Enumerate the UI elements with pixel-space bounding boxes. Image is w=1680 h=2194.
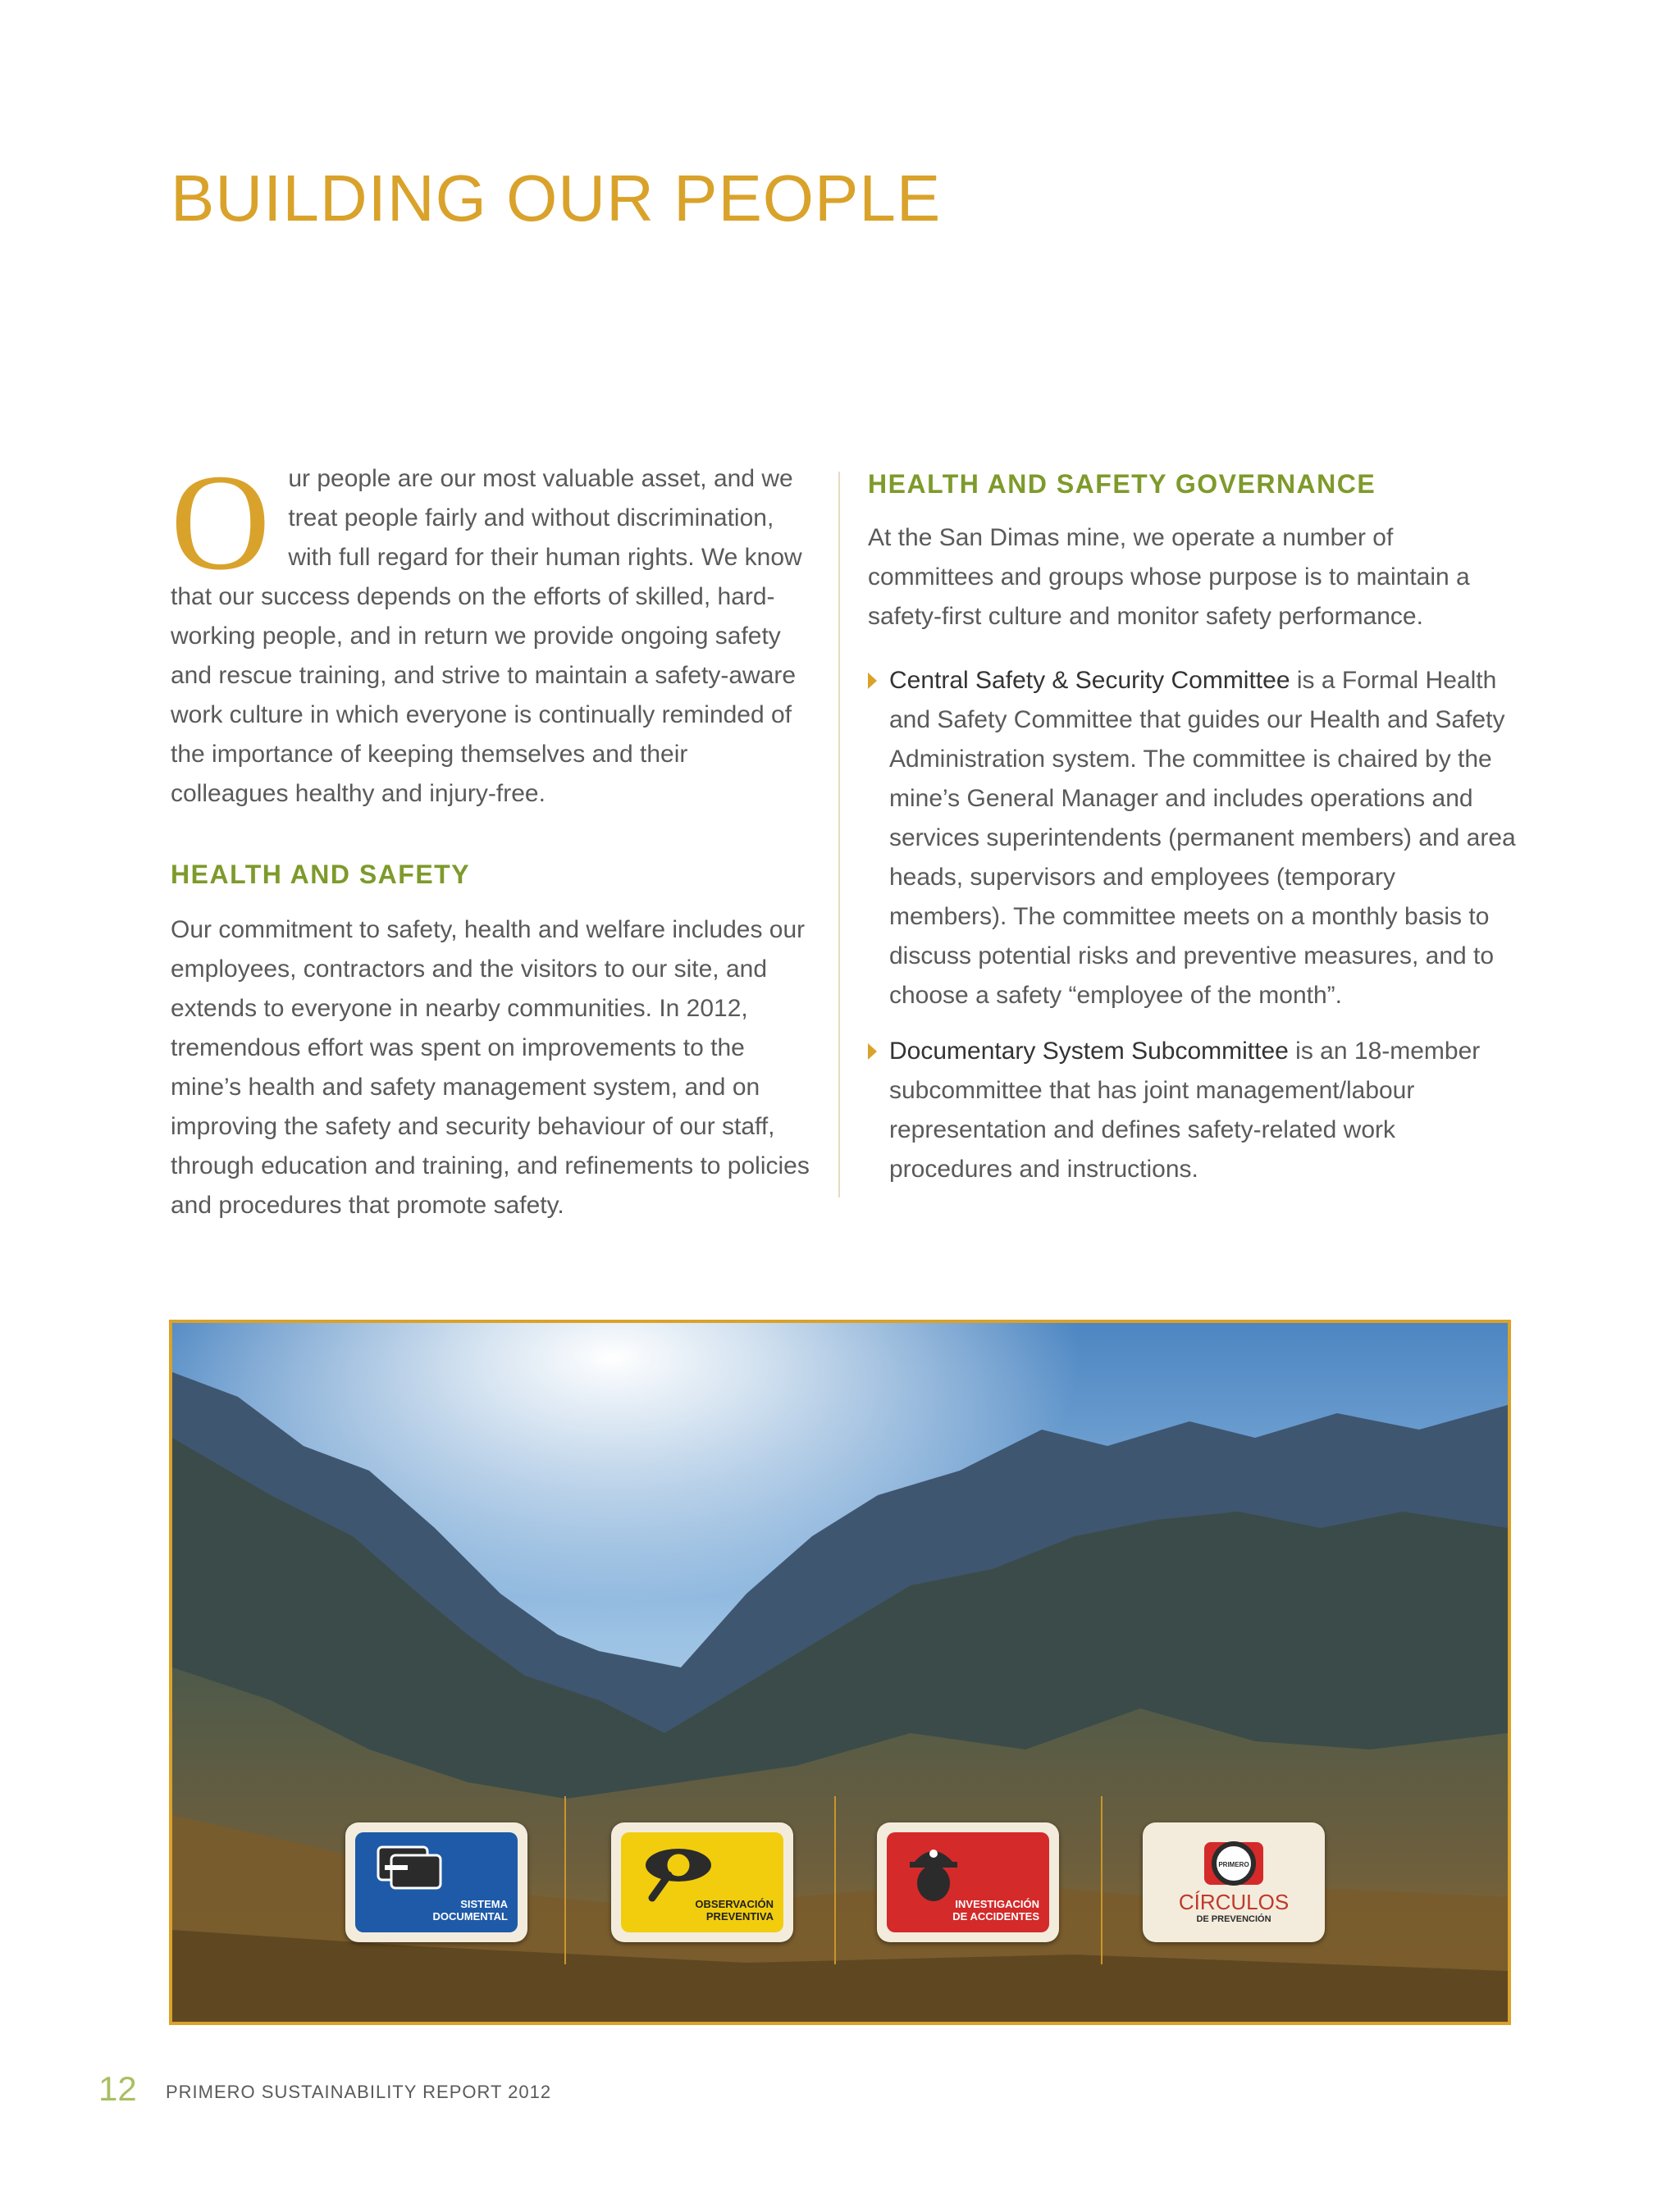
logo-badge [621, 1832, 783, 1932]
logo-caption-line: CÍRCULOS [1178, 1890, 1290, 1914]
logo-caption-line: PREVENTIVA [705, 1910, 774, 1923]
health-safety-body: Our commitment to safety, health and welfare includes our employees, contractors and the visitors to our site, and extends to everyone in nearby communities. In 2012, tremendous effort was spent on improvements to the mine’s health and safety management system, and on improving the safety and security behaviour of our staff, through education and training, and refinements to policies and procedures that promote safety. [171, 916, 810, 1219]
logo-separator [834, 1796, 836, 1964]
logo-caption-line: DE PREVENCIÓN [1196, 1914, 1271, 1924]
committee-name: Central Safety & Security Committee [889, 667, 1290, 694]
primero-badge-text: PRIMERO [1218, 1861, 1249, 1868]
logo-caption [695, 1898, 774, 1923]
logo-separator [1101, 1796, 1102, 1964]
logo-caption [433, 1898, 508, 1923]
logo-caption [952, 1898, 1039, 1923]
logo-separator [564, 1796, 566, 1964]
committee-description: is a Formal Health and Safety Committee that guides our Health and Safety Administration system. The committee is chaired by the mine’s General Manager and includes operations and services superintendents (permanent members) and area heads, supervisors and employees (temporary members). The committee meets on a monthly basis to discuss potential risks and preventive measures, and to choose a safety “employee of the month”. [889, 667, 1516, 1009]
logo-caption-line: INVESTIGACIÓN [955, 1898, 1039, 1910]
logo-circulos-prevencion [1143, 1822, 1325, 1942]
intro-text: ur people are our most valuable asset, and we treat people fairly and without discrimination, with full regard for their human rights. We know that our success depends on the efforts of skilled, hard-working people, and in return we provide ongoing safety and rescue training, and strive to maintain a safety-aware work culture in which everyone is continually reminded of the importance of keeping themselves and their colleagues healthy and injury-free. [171, 465, 802, 807]
logo-badge [355, 1832, 518, 1932]
logo-sistema-documental [345, 1822, 527, 1942]
intro-paragraph [171, 446, 810, 814]
logo-investigacion-accidentes [877, 1822, 1059, 1942]
logo-badge [887, 1832, 1049, 1932]
committee-name: Documentary System Subcommittee [889, 1038, 1289, 1065]
committee-description: is an 18-member subcommittee that has joint management/labour representation and defines safety-related work procedures and instructions. [889, 1038, 1481, 1183]
triangle-bullet-icon [868, 1043, 877, 1060]
logo-caption-line: DOCUMENTAL [432, 1910, 508, 1923]
drop-cap: O [171, 446, 271, 599]
report-footer: PRIMERO SUSTAINABILITY REPORT 2012 [166, 2082, 552, 2102]
logo-caption [1153, 1891, 1315, 1924]
list-item [868, 661, 1516, 1015]
page-number: 12 [98, 2069, 137, 2108]
governance-list [868, 661, 1516, 1189]
governance-intro: At the San Dimas mine, we operate a number of committees and groups whose purpose is to maintain a safety-first culture and monitor safety performance. [868, 524, 1470, 630]
triangle-bullet-icon [868, 673, 877, 689]
right-column [868, 459, 1516, 1206]
circle-logo-icon [1201, 1834, 1267, 1891]
logo-badge [1153, 1832, 1315, 1932]
left-column [171, 446, 810, 1225]
documents-icon [367, 1840, 457, 1906]
health-safety-heading: HEALTH AND SAFETY [171, 860, 471, 889]
governance-heading: HEALTH AND SAFETY GOVERNANCE [868, 469, 1376, 499]
column-divider [838, 472, 840, 1197]
list-item [868, 1032, 1516, 1189]
logo-caption-line: OBSERVACIÓN [695, 1898, 774, 1910]
logo-observacion-preventiva [611, 1822, 793, 1942]
page-title: BUILDING OUR PEOPLE [171, 162, 942, 235]
logo-caption-line: DE ACCIDENTES [952, 1910, 1039, 1923]
logo-caption-line: SISTEMA [460, 1898, 508, 1910]
